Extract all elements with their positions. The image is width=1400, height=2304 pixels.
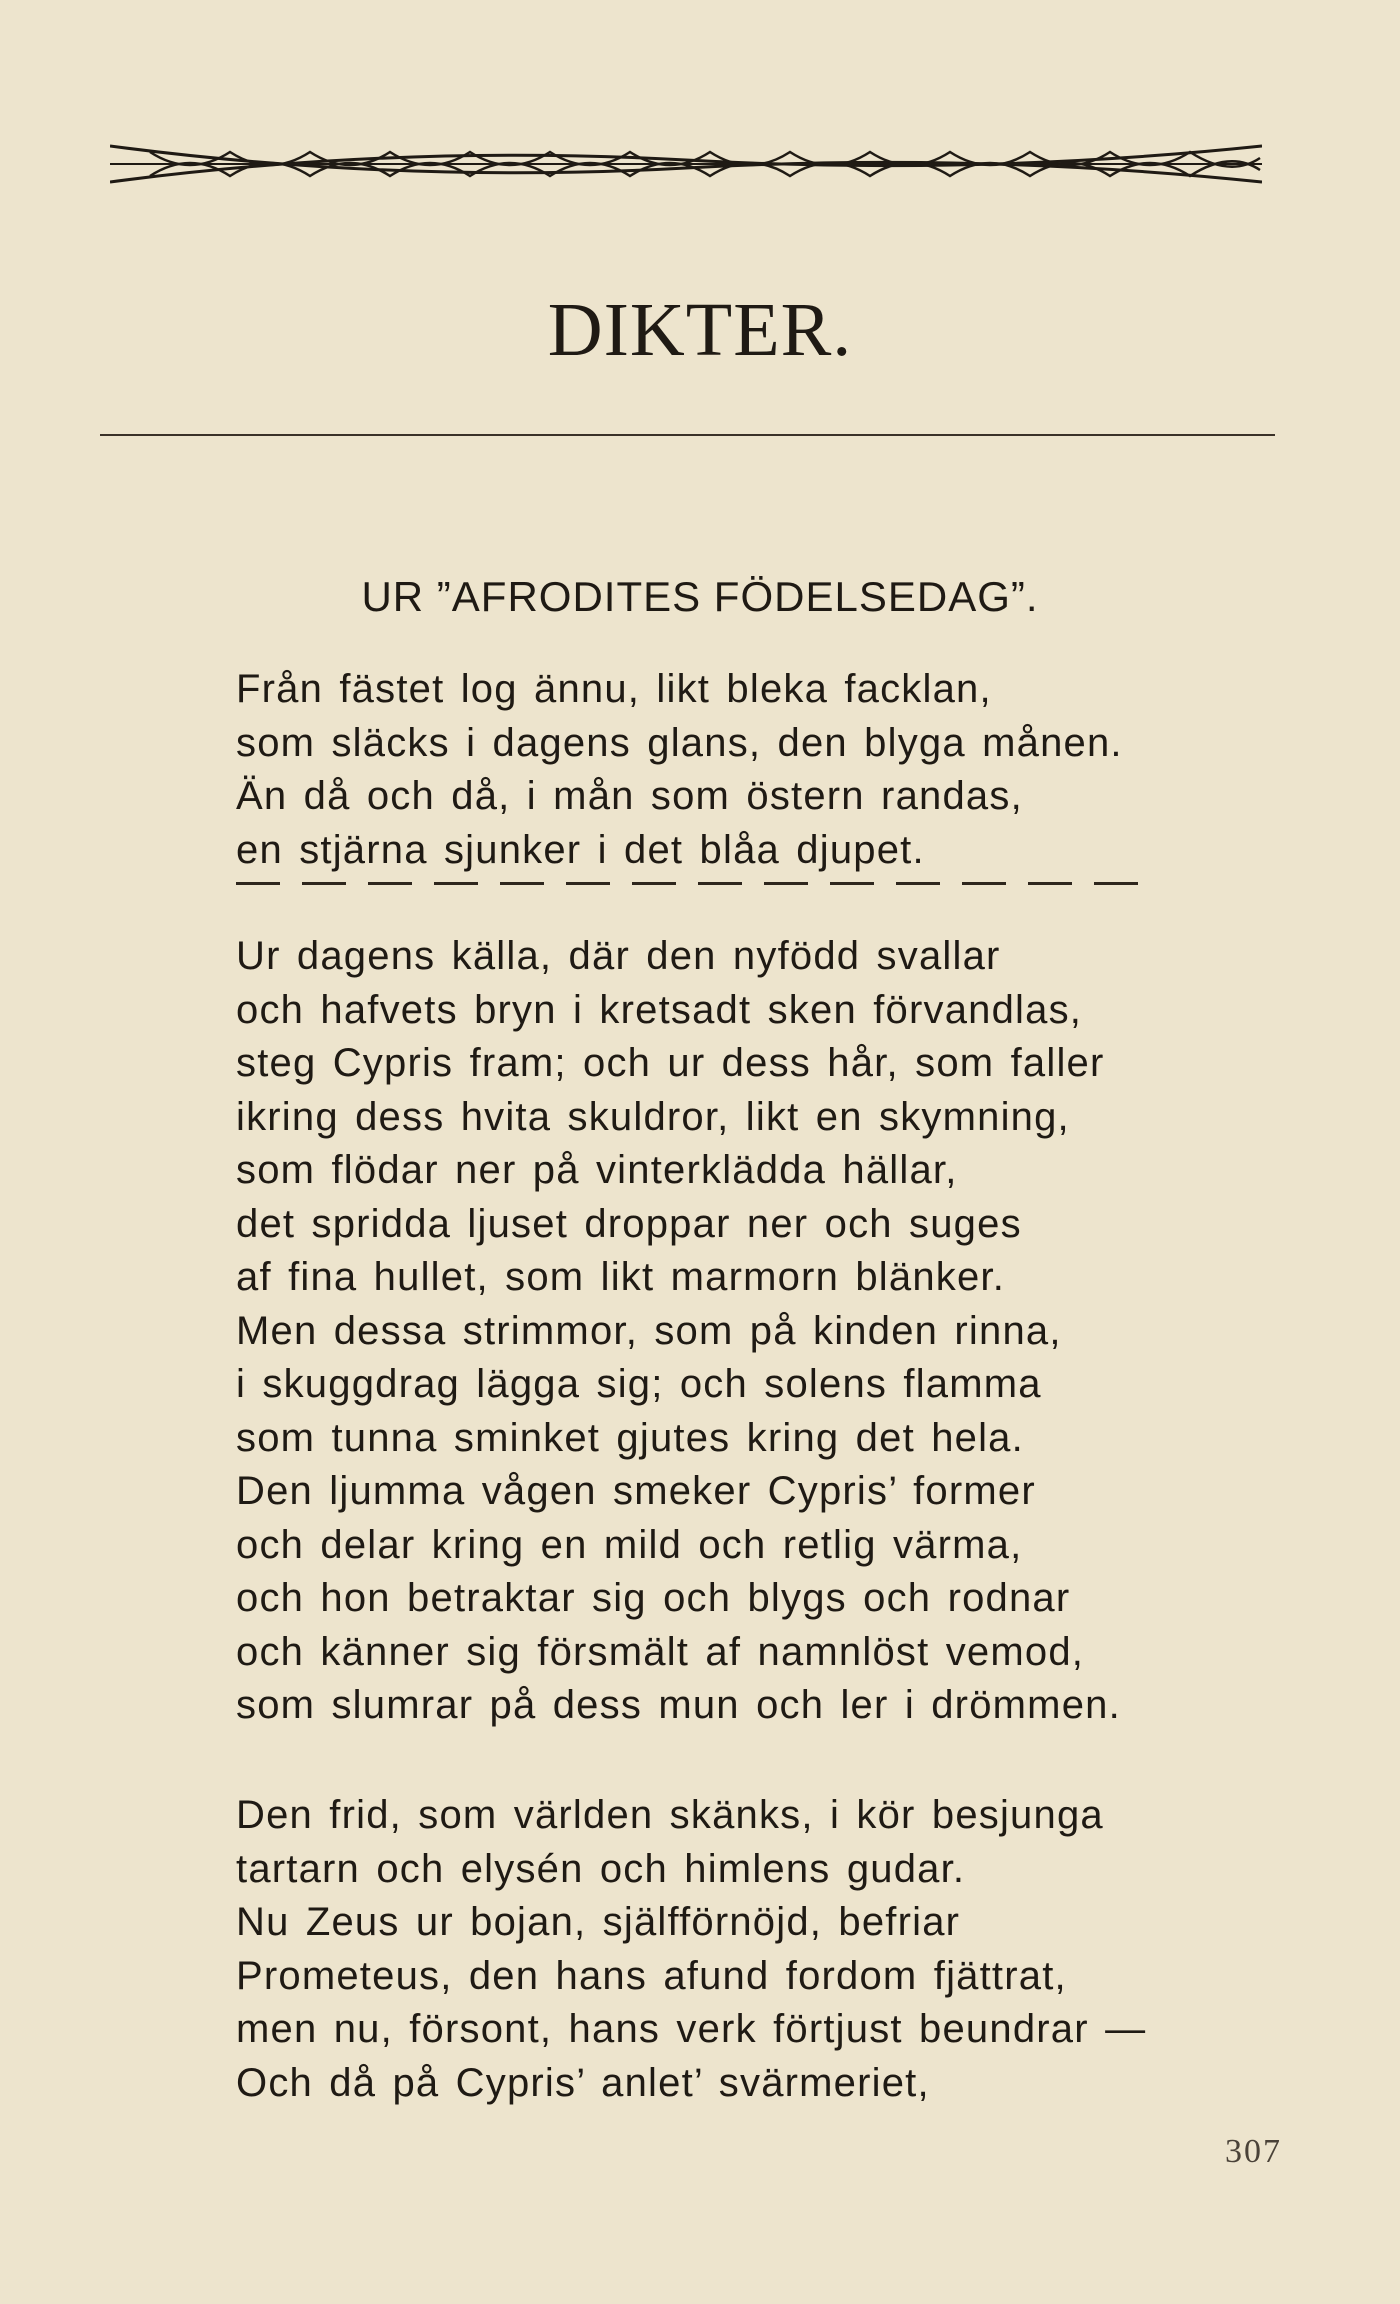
poem-line: en stjärna sjunker i det blåa djupet. <box>236 827 925 872</box>
poem-line: och känner sig försmält af namnlöst vemod, <box>236 1629 1085 1674</box>
poem-line: som slumrar på dess mun och ler i drömmen. <box>236 1683 1121 1727</box>
poem-line: Men dessa strimmor, som på kinden rinna, <box>236 1308 1062 1353</box>
stanza-1 <box>236 663 1123 877</box>
poem-line: Och då på Cypris’ anlet’ svärmeriet, <box>236 2060 930 2105</box>
poem-line: men nu, försont, hans verk förtjust beundrar — <box>236 2007 1147 2051</box>
poem-line: af fina hullet, som likt marmorn blänker. <box>236 1255 1006 1299</box>
poem-line: som tunna sminket gjutes kring det hela. <box>236 1415 1024 1460</box>
poem-line: det spridda ljuset droppar ner och suges <box>236 1201 1022 1246</box>
poem-line: tartarn och elysén och himlens gudar. <box>236 1846 966 1891</box>
poem-line: och delar kring en mild och retlig värma, <box>236 1522 1023 1567</box>
poem-line: steg Cypris fram; och ur dess hår, som faller <box>236 1041 1105 1085</box>
poem-line: och hafvets bryn i kretsadt sken förvandlas, <box>236 987 1083 1032</box>
poem-line: ikring dess hvita skuldror, likt en skymning, <box>236 1094 1070 1139</box>
page-title: DIKTER. <box>547 288 853 372</box>
title-divider <box>100 434 1275 436</box>
poem-line: Från fästet log ännu, likt bleka facklan, <box>236 667 992 711</box>
poem-line: och hon betraktar sig och blygs och rodnar <box>236 1576 1071 1620</box>
poem-line: som släcks i dagens glans, den blyga månen. <box>236 720 1123 765</box>
decorative-header-ornament <box>110 138 1262 190</box>
stanza-2 <box>236 930 1121 1733</box>
dashed-separator <box>236 882 1146 885</box>
stanza-3 <box>236 1789 1146 2110</box>
poem-line: i skuggdrag lägga sig; och solens flamma <box>236 1362 1042 1406</box>
poem-line: Den ljumma vågen smeker Cypris’ former <box>236 1469 1036 1513</box>
page-number: 307 <box>1225 2133 1282 2170</box>
poem-line: Prometeus, den hans afund fordom fjättrat, <box>236 1953 1067 1998</box>
poem-line: Den frid, som världen skänks, i kör besjunga <box>236 1793 1104 1837</box>
poem-line: Ur dagens källa, där den nyfödd svallar <box>236 934 1001 978</box>
poem-line: Än då och då, i mån som östern randas, <box>236 774 1023 818</box>
poem-line: som flödar ner på vinterklädda hällar, <box>236 1148 958 1192</box>
poem-subtitle: UR ”AFRODITES FÖDELSEDAG”. <box>361 573 1039 620</box>
poem-line: Nu Zeus ur bojan, själfförnöjd, befriar <box>236 1900 961 1944</box>
